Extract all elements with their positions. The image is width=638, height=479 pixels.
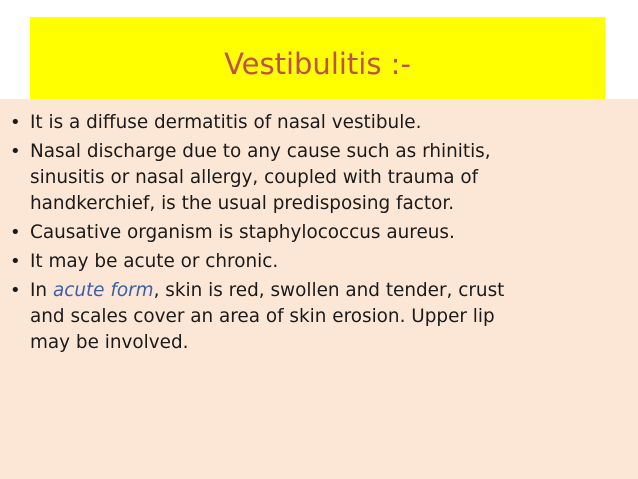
bullet-text-line [30, 278, 630, 304]
emphasis-text: acute form [52, 280, 154, 301]
title-banner [30, 17, 605, 99]
bullet-list [10, 110, 630, 359]
bullet-text-line: Causative organism is staphylococcus aureus. [30, 222, 455, 243]
bullet-dot-icon: • [10, 141, 21, 162]
bullet-dot-icon: • [10, 222, 21, 243]
bullet-text-line: may be involved. [30, 332, 189, 353]
bullet-text-line: It is a diffuse dermatitis of nasal vestibule. [30, 112, 422, 133]
bullet-text-line: handkerchief, is the usual predisposing factor. [30, 193, 455, 214]
bullet-text-line: It may be acute or chronic. [30, 251, 279, 272]
bullet-dot-icon: • [10, 251, 21, 272]
bullet-dot-icon: • [10, 280, 21, 301]
bullet-text-line: sinusitis or nasal allergy, coupled with trauma of [30, 167, 479, 188]
slide-title: Vestibulitis :- [224, 46, 411, 81]
bullet-item [10, 220, 630, 246]
bullet-item [10, 110, 630, 136]
bullet-rest-text: , skin is red, swollen and tender, crust [153, 280, 505, 301]
bullet-item [10, 278, 630, 356]
bullet-text-line: and scales cover an area of skin erosion. Upper lip [30, 306, 495, 327]
bullet-dot-icon: • [10, 112, 21, 133]
bullet-item [10, 249, 630, 275]
bullet-prefix-text: In [30, 280, 53, 301]
bullet-text-line: Nasal discharge due to any cause such as rhinitis, [30, 141, 491, 162]
content-panel [0, 99, 638, 479]
bullet-item [10, 139, 630, 217]
